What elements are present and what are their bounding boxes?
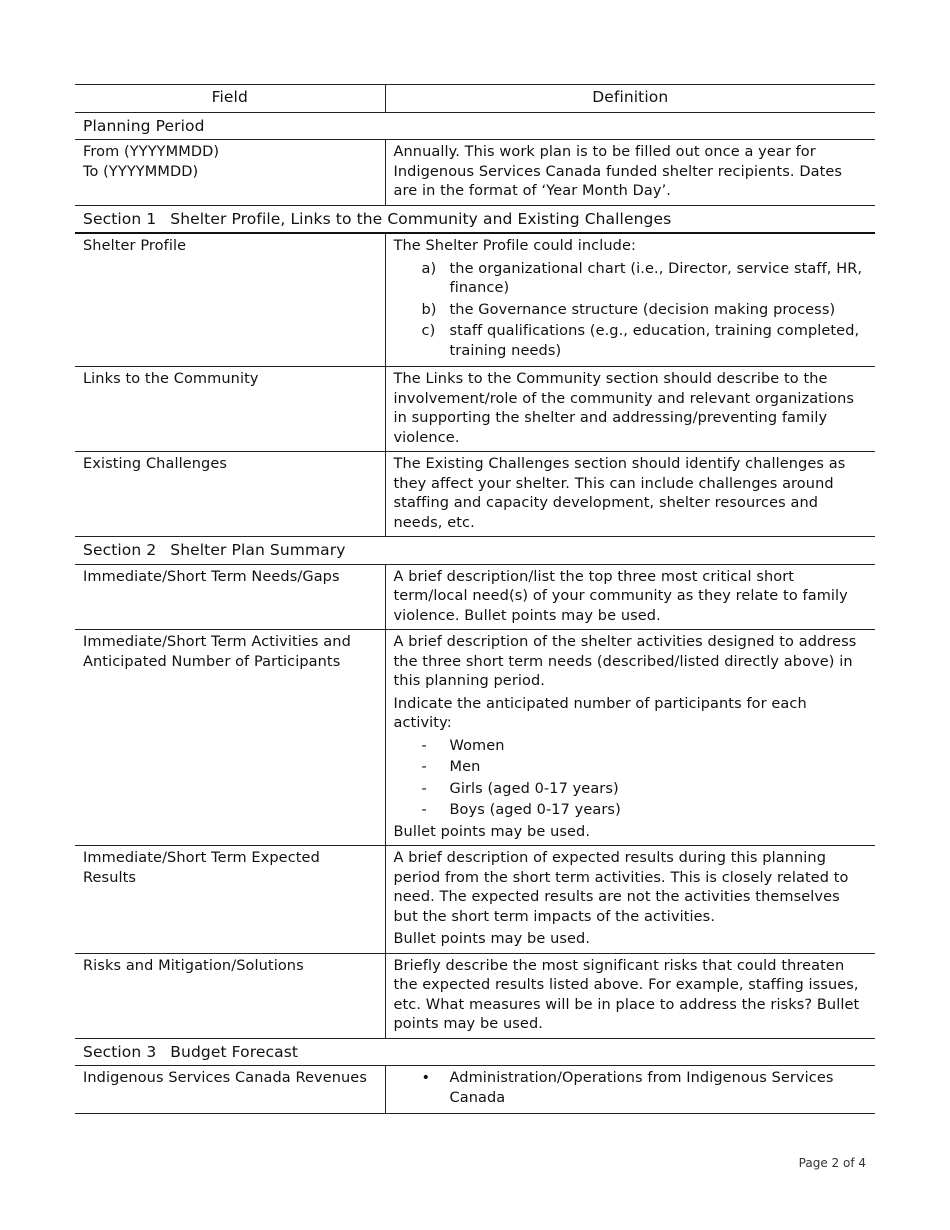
from-date-label: From (YYYYMMDD) [83, 144, 220, 160]
list-item-text: Boys (aged 0-17 years) [449, 802, 621, 818]
section-2-heading [75, 537, 875, 565]
shelter-profile-intro: The Shelter Profile could include: [393, 238, 636, 254]
expected-results-description: A brief description of expected results during this planning period from the short term activities. This is closely related to need. The expected results are not the activities themselves but the short term impacts of the activities. [393, 850, 849, 925]
links-community-definition: The Links to the Community section should describe to the involvement/role of the community and relevant organizations in supporting the shelter and addressing/preventing family violence. [385, 367, 875, 452]
table-row [75, 564, 875, 630]
planning-period-heading-row [75, 112, 875, 140]
table-row [75, 846, 875, 954]
list-item-text: Women [449, 737, 505, 754]
table-row [75, 140, 875, 206]
section-2-number: Section 2 [83, 541, 157, 559]
list-item [394, 1069, 868, 1108]
section-3-heading-row [75, 1038, 875, 1066]
list-item-text: Administration/Operations from Indigenous Services Canada [449, 1070, 834, 1106]
planning-period-title: Planning Period [75, 112, 875, 140]
section-3-heading [75, 1038, 875, 1066]
list-item [394, 780, 868, 800]
header-definition: Definition [385, 85, 875, 113]
activities-participants-intro: Indicate the anticipated number of participants for each activity: [393, 695, 807, 731]
activities-bullet-note: Bullet points may be used. [393, 823, 591, 840]
expected-results-definition [385, 846, 875, 954]
list-marker: - [421, 737, 427, 754]
list-marker: a) [421, 260, 437, 277]
definitions-table [75, 84, 875, 1114]
list-item-text: staff qualifications (e.g., education, training completed, training needs) [449, 323, 860, 359]
section-2-title: Shelter Plan Summary [170, 541, 346, 559]
table-row [75, 452, 875, 537]
section-1-heading [75, 205, 875, 233]
links-community-field: Links to the Community [75, 367, 385, 452]
section-1-title: Shelter Profile, Links to the Community and Existing Challenges [170, 209, 672, 228]
existing-challenges-field: Existing Challenges [75, 452, 385, 537]
list-item [394, 322, 868, 361]
list-marker: - [421, 802, 427, 818]
bullet-marker: • [421, 1070, 431, 1086]
section-2-heading-row [75, 537, 875, 565]
table-row [75, 233, 875, 367]
table-header-row [75, 85, 875, 113]
planning-period-field [75, 140, 385, 206]
to-date-label: To (YYYYMMDD) [83, 163, 199, 180]
list-item [394, 758, 868, 778]
existing-challenges-definition: The Existing Challenges section should identify challenges as they affect your shelter. This can include challenges around staffing and capacity development, shelter resources and needs, etc. [385, 452, 875, 537]
list-marker: b) [421, 301, 437, 318]
shelter-profile-field: Shelter Profile [75, 233, 385, 367]
section-3-number: Section 3 [83, 1042, 157, 1061]
section-1-heading-row [75, 205, 875, 233]
list-item-text: the organizational chart (i.e., Director, service staff, HR, finance) [449, 260, 863, 296]
list-marker: c) [421, 323, 436, 339]
expected-results-field: Immediate/Short Term Expected Results [75, 846, 385, 954]
table-row [75, 1066, 875, 1114]
table-row [75, 630, 875, 846]
header-field: Field [75, 85, 385, 113]
needs-gaps-field: Immediate/Short Term Needs/Gaps [75, 564, 385, 630]
section-1-number: Section 1 [83, 209, 157, 228]
list-marker: - [421, 759, 427, 775]
table-row [75, 367, 875, 452]
list-item-text: Girls (aged 0-17 years) [449, 780, 619, 797]
list-item [394, 260, 868, 299]
needs-gaps-definition: A brief description/list the top three most critical short term/local need(s) of your community as they relate to family violence. Bullet points may be used. [385, 564, 875, 630]
list-item [394, 737, 868, 757]
risks-definition: Briefly describe the most significant risks that could threaten the expected results listed above. For example, staffing issues, etc. What measures will be in place to address the risks? Bullet points may be used. [385, 953, 875, 1038]
activities-description: A brief description of the shelter activities designed to address the three short term needs (described/listed directly above) in this planning period. [393, 634, 857, 689]
list-item-text: Men [449, 759, 481, 775]
isc-revenues-definition [385, 1066, 875, 1114]
table-row [75, 953, 875, 1038]
list-marker: - [421, 780, 427, 797]
list-item [394, 801, 868, 821]
list-item [394, 301, 868, 321]
shelter-profile-definition [385, 233, 875, 367]
activities-field: Immediate/Short Term Activities and Anticipated Number of Participants [75, 630, 385, 846]
planning-period-definition: Annually. This work plan is to be filled out once a year for Indigenous Services Canada funded shelter recipients. Dates are in the format of ‘Year Month Day’. [385, 140, 875, 206]
section-3-title: Budget Forecast [170, 1042, 299, 1061]
page-number: Page 2 of 4 [798, 1156, 866, 1170]
risks-field: Risks and Mitigation/Solutions [75, 953, 385, 1038]
isc-revenues-field: Indigenous Services Canada Revenues [75, 1066, 385, 1114]
activities-definition [385, 630, 875, 846]
list-item-text: the Governance structure (decision making process) [449, 301, 836, 318]
expected-results-bullet-note: Bullet points may be used. [393, 931, 591, 947]
